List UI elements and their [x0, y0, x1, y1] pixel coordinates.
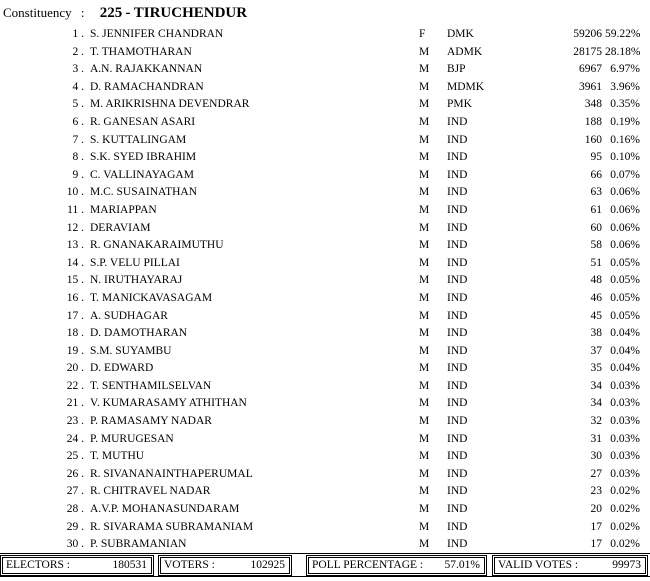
candidate-sex: M [419, 291, 430, 304]
candidate-name: S.K. SYED IBRAHIM [90, 151, 197, 164]
table-row [0, 483, 650, 501]
candidate-sex: M [419, 239, 430, 252]
table-row [0, 96, 650, 114]
constituency-label: Constituency [3, 5, 72, 20]
candidate-vote-percentage: 0.04% [610, 327, 640, 340]
table-row [0, 184, 650, 202]
candidate-name: S. KUTTALINGAM [90, 133, 187, 146]
candidate-votes: 348 [584, 98, 602, 111]
candidate-vote-percentage: 0.03% [610, 450, 640, 463]
candidate-party: IND [447, 291, 468, 304]
table-row [0, 501, 650, 519]
candidate-votes: 30 [590, 450, 602, 463]
serial-number: 3 . [72, 63, 84, 76]
table-row [0, 237, 650, 255]
serial-number: 30 . [66, 538, 84, 551]
candidate-votes: 17 [590, 538, 602, 551]
serial-number: 17 . [66, 309, 84, 322]
candidate-votes: 61 [590, 203, 602, 216]
candidate-votes: 48 [590, 274, 602, 287]
candidate-votes: 45 [590, 309, 602, 322]
candidate-vote-percentage: 0.06% [610, 186, 640, 199]
candidate-votes: 37 [590, 344, 602, 357]
candidate-vote-percentage: 0.04% [610, 362, 640, 375]
table-row [0, 132, 650, 150]
candidate-sex: M [419, 538, 430, 551]
table-row [0, 290, 650, 308]
candidate-name: P. SUBRAMANIAN [90, 538, 187, 551]
candidate-party: IND [447, 151, 468, 164]
serial-number: 24 . [66, 432, 84, 445]
candidate-party: IND [447, 362, 468, 375]
candidate-name: P. MURUGESAN [90, 432, 174, 445]
serial-number: 18 . [66, 327, 84, 340]
candidate-vote-percentage: 0.02% [610, 520, 640, 533]
candidate-party: DMK [447, 28, 474, 40]
candidate-vote-percentage: 28.18% [605, 45, 641, 58]
candidate-name: R. GNANAKARAIMUTHU [90, 239, 224, 252]
candidate-party: PMK [447, 98, 472, 111]
candidate-sex: M [419, 115, 430, 128]
candidate-vote-percentage: 0.06% [610, 203, 640, 216]
candidate-table [0, 26, 650, 554]
candidate-name: R. CHITRAVEL NADAR [90, 485, 211, 498]
table-row [0, 378, 650, 396]
candidate-party: IND [447, 379, 468, 392]
electors-box [2, 557, 152, 574]
serial-number: 22 . [66, 379, 84, 392]
candidate-vote-percentage: 0.04% [610, 344, 640, 357]
candidate-votes: 3961 [579, 80, 602, 93]
constituency-name: TIRUCHENDUR [133, 5, 248, 21]
candidate-party: IND [447, 186, 468, 199]
candidate-party: IND [447, 538, 468, 551]
table-row [0, 26, 650, 44]
constituency-separator: : [80, 5, 85, 20]
candidate-vote-percentage: 0.16% [610, 133, 640, 146]
candidate-party: IND [447, 221, 468, 234]
candidate-party: BJP [447, 63, 466, 76]
candidate-sex: M [419, 186, 430, 199]
candidate-sex: M [419, 362, 430, 375]
serial-number: 5 . [72, 98, 84, 111]
candidate-party: IND [447, 309, 468, 322]
candidate-party: IND [447, 450, 468, 463]
candidate-votes: 31 [590, 432, 602, 445]
candidate-votes: 27 [590, 467, 602, 480]
candidate-sex: M [419, 485, 430, 498]
table-row [0, 220, 650, 238]
candidate-votes: 32 [590, 415, 602, 428]
candidate-name: T. SENTHAMILSELVAN [90, 379, 212, 392]
candidate-party: IND [447, 520, 468, 533]
serial-number: 1 . [72, 28, 84, 40]
candidate-sex: M [419, 221, 430, 234]
candidate-name: T. MUTHU [90, 450, 145, 463]
candidate-name: T. MANICKAVASAGAM [90, 291, 213, 304]
candidate-vote-percentage: 0.10% [610, 151, 640, 164]
voters-label: VOTERS : [164, 559, 215, 571]
candidate-vote-percentage: 0.03% [610, 379, 640, 392]
candidate-vote-percentage: 0.06% [610, 221, 640, 234]
serial-number: 13 . [66, 239, 84, 252]
serial-number: 9 . [72, 168, 84, 181]
candidate-vote-percentage: 0.03% [610, 397, 640, 410]
table-row [0, 325, 650, 343]
candidate-party: IND [447, 274, 468, 287]
electors-value: 180531 [112, 559, 147, 571]
voters-value: 102925 [250, 559, 285, 571]
candidate-name: DERAVIAM [90, 221, 151, 234]
table-row [0, 149, 650, 167]
candidate-votes: 38 [590, 327, 602, 340]
candidate-party: IND [447, 485, 468, 498]
candidate-sex: M [419, 344, 430, 357]
candidate-name: T. THAMOTHARAN [90, 45, 192, 58]
candidate-name: N. IRUTHAYARAJ [90, 274, 183, 287]
candidate-sex: M [419, 309, 430, 322]
candidate-sex: M [419, 520, 430, 533]
candidate-sex: M [419, 379, 430, 392]
candidate-vote-percentage: 0.02% [610, 538, 640, 551]
candidate-sex: M [419, 151, 430, 164]
constituency-dash: - [125, 5, 131, 21]
candidate-name: P. RAMASAMY NADAR [90, 415, 212, 428]
candidate-party: IND [447, 397, 468, 410]
table-row [0, 448, 650, 466]
candidate-vote-percentage: 0.05% [610, 274, 640, 287]
candidate-name: R. SIVANANAINTHAPERUMAL [90, 467, 253, 480]
candidate-sex: M [419, 133, 430, 146]
table-row [0, 44, 650, 62]
candidate-vote-percentage: 0.03% [610, 467, 640, 480]
table-row [0, 79, 650, 97]
candidate-sex: M [419, 503, 430, 516]
candidate-vote-percentage: 0.06% [610, 239, 640, 252]
valid-votes-label: VALID VOTES : [498, 559, 579, 571]
table-row [0, 519, 650, 537]
candidate-votes: 23 [590, 485, 602, 498]
table-row [0, 308, 650, 326]
candidate-name: M. ARIKRISHNA DEVENDRAR [90, 98, 250, 111]
candidate-votes: 51 [590, 256, 602, 269]
candidate-party: IND [447, 503, 468, 516]
candidate-name: D. EDWARD [90, 362, 154, 375]
serial-number: 20 . [66, 362, 84, 375]
candidate-name: S. JENNIFER CHANDRAN [90, 28, 224, 40]
serial-number: 8 . [72, 151, 84, 164]
candidate-sex: M [419, 98, 430, 111]
candidate-sex: M [419, 45, 430, 58]
candidate-name: R. GANESAN ASARI [90, 115, 196, 128]
candidate-name: C. VALLINAYAGAM [90, 168, 194, 181]
serial-number: 6 . [72, 115, 84, 128]
serial-number: 16 . [66, 291, 84, 304]
candidate-votes: 46 [590, 291, 602, 304]
candidate-sex: F [419, 28, 426, 40]
candidate-sex: M [419, 63, 430, 76]
serial-number: 23 . [66, 415, 84, 428]
candidate-sex: M [419, 450, 430, 463]
candidate-votes: 35 [590, 362, 602, 375]
serial-number: 25 . [66, 450, 84, 463]
candidate-sex: M [419, 415, 430, 428]
table-row [0, 536, 650, 554]
serial-number: 29 . [66, 520, 84, 533]
summary-footer [0, 556, 650, 576]
serial-number: 15 . [66, 274, 84, 287]
poll-percentage-value: 57.01% [444, 559, 480, 571]
candidate-party: IND [447, 133, 468, 146]
table-row [0, 167, 650, 185]
footer-top-rule [0, 553, 650, 554]
table-row [0, 413, 650, 431]
poll-percentage-label: POLL PERCENTAGE : [312, 559, 424, 571]
candidate-votes: 188 [584, 115, 602, 128]
electors-label: ELECTORS : [6, 559, 71, 571]
candidate-name: V. KUMARASAMY ATHITHAN [90, 397, 247, 410]
candidate-party: IND [447, 256, 468, 269]
candidate-vote-percentage: 6.97% [610, 63, 640, 76]
serial-number: 26 . [66, 467, 84, 480]
voters-box [160, 557, 290, 574]
candidate-votes: 17 [590, 520, 602, 533]
serial-number: 2 . [72, 45, 84, 58]
candidate-votes: 28175 [573, 45, 602, 58]
candidate-name: S.M. SUYAMBU [90, 344, 172, 357]
candidate-votes: 60 [590, 221, 602, 234]
candidate-votes: 20 [590, 503, 602, 516]
candidate-votes: 66 [590, 168, 602, 181]
table-row [0, 395, 650, 413]
table-row [0, 272, 650, 290]
candidate-vote-percentage: 0.19% [610, 115, 640, 128]
candidate-name: R. SIVARAMA SUBRAMANIAM [90, 520, 254, 533]
valid-votes-box [494, 557, 646, 574]
table-row [0, 202, 650, 220]
candidate-votes: 59206 [573, 28, 602, 40]
candidate-party: IND [447, 239, 468, 252]
candidate-vote-percentage: 0.03% [610, 432, 640, 445]
candidate-sex: M [419, 274, 430, 287]
candidate-name: S.P. VELU PILLAI [90, 256, 180, 269]
table-row [0, 114, 650, 132]
candidate-vote-percentage: 0.05% [610, 309, 640, 322]
candidate-votes: 63 [590, 186, 602, 199]
candidate-sex: M [419, 256, 430, 269]
candidate-sex: M [419, 203, 430, 216]
candidate-sex: M [419, 397, 430, 410]
table-row [0, 343, 650, 361]
candidate-vote-percentage: 59.22% [605, 28, 641, 40]
candidate-party: IND [447, 168, 468, 181]
candidate-party: IND [447, 467, 468, 480]
candidate-name: A.V.P. MOHANASUNDARAM [90, 503, 240, 516]
candidate-party: IND [447, 327, 468, 340]
candidate-name: D. DAMOTHARAN [90, 327, 188, 340]
poll-percentage-box [308, 557, 485, 574]
candidate-sex: M [419, 168, 430, 181]
candidate-votes: 6967 [579, 63, 602, 76]
constituency-header [3, 5, 247, 22]
candidate-party: MDMK [447, 80, 485, 93]
candidate-name: MARIAPPAN [90, 203, 157, 216]
candidate-name: A.N. RAJAKKANNAN [90, 63, 203, 76]
serial-number: 21 . [66, 397, 84, 410]
candidate-party: IND [447, 415, 468, 428]
serial-number: 14 . [66, 256, 84, 269]
candidate-votes: 160 [584, 133, 602, 146]
candidate-vote-percentage: 0.02% [610, 503, 640, 516]
serial-number: 19 . [66, 344, 84, 357]
candidate-votes: 95 [590, 151, 602, 164]
table-row [0, 255, 650, 273]
candidate-sex: M [419, 327, 430, 340]
serial-number: 11 . [67, 203, 84, 216]
candidate-sex: M [419, 467, 430, 480]
serial-number: 10 . [66, 186, 84, 199]
candidate-name: A. SUDHAGAR [90, 309, 168, 322]
candidate-party: ADMK [447, 45, 483, 58]
table-row [0, 466, 650, 484]
candidate-sex: M [419, 432, 430, 445]
serial-number: 12 . [66, 221, 84, 234]
candidate-vote-percentage: 0.05% [610, 291, 640, 304]
candidate-sex: M [419, 80, 430, 93]
footer-bottom-rule [0, 576, 650, 577]
candidate-votes: 34 [590, 379, 602, 392]
serial-number: 7 . [72, 133, 84, 146]
candidate-name: M.C. SUSAINATHAN [90, 186, 198, 199]
candidate-name: D. RAMACHANDRAN [90, 80, 204, 93]
constituency-number: 225 [99, 5, 123, 21]
table-row [0, 431, 650, 449]
table-row [0, 360, 650, 378]
candidate-party: IND [447, 115, 468, 128]
table-row [0, 61, 650, 79]
serial-number: 28 . [66, 503, 84, 516]
candidate-vote-percentage: 3.96% [610, 80, 640, 93]
candidate-votes: 34 [590, 397, 602, 410]
candidate-vote-percentage: 0.07% [610, 168, 640, 181]
valid-votes-value: 99973 [612, 559, 641, 571]
candidate-vote-percentage: 0.02% [610, 485, 640, 498]
candidate-vote-percentage: 0.05% [610, 256, 640, 269]
serial-number: 27 . [66, 485, 84, 498]
candidate-party: IND [447, 344, 468, 357]
candidate-vote-percentage: 0.35% [610, 98, 640, 111]
candidate-vote-percentage: 0.03% [610, 415, 640, 428]
candidate-party: IND [447, 203, 468, 216]
candidate-party: IND [447, 432, 468, 445]
candidate-votes: 58 [590, 239, 602, 252]
serial-number: 4 . [72, 80, 84, 93]
